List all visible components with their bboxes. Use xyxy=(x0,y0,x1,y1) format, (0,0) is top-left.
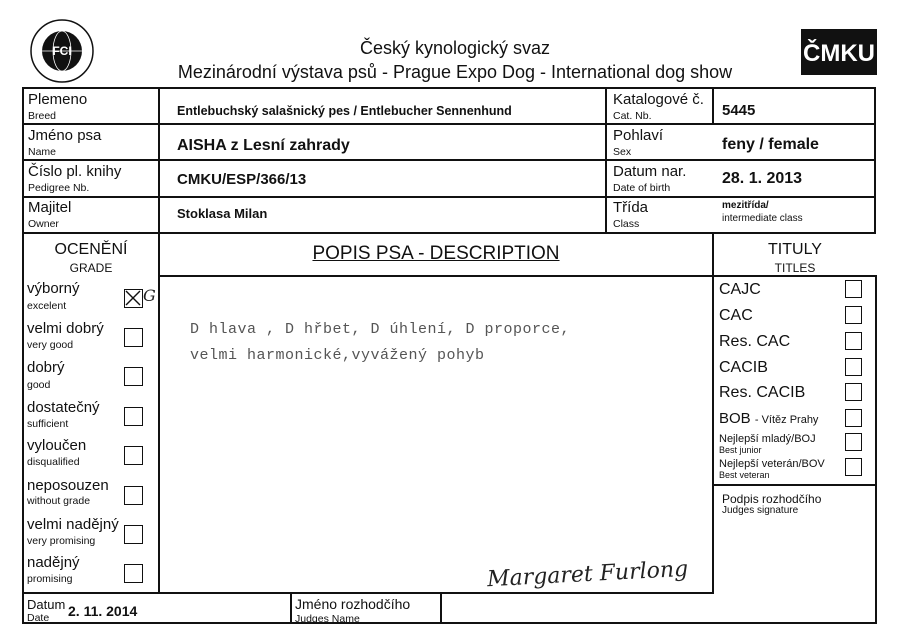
grade-checkbox-excellent[interactable] xyxy=(124,289,143,308)
grade-sublabel-very-promising: very promising xyxy=(27,535,96,547)
checkmark-x-icon xyxy=(125,290,141,306)
judge-name-label: Jméno rozhodčího xyxy=(295,596,411,612)
catalog-sublabel: Cat. Nb. xyxy=(613,110,652,122)
dob-value: 28. 1. 2013 xyxy=(722,170,803,187)
grade-checkbox-without-grade[interactable] xyxy=(124,486,143,505)
cmku-logo-text: ČMKU xyxy=(803,40,875,67)
grade-label-good: dobrý xyxy=(27,359,65,376)
grade-checkbox-promising[interactable] xyxy=(124,564,143,583)
grade-sublabel-sufficient: sufficient xyxy=(27,418,69,430)
class-label: Třída xyxy=(613,199,649,216)
breed-label: Plemeno xyxy=(28,91,88,108)
titles-subtitle: TITLES xyxy=(774,261,816,275)
title-bob-label xyxy=(719,411,818,428)
sex-value: feny / female xyxy=(722,136,819,153)
grade-subtitle: GRADE xyxy=(69,261,113,275)
grade-label-very-good: velmi dobrý xyxy=(27,320,104,337)
owner-value: Stoklasa Milan xyxy=(177,206,268,221)
title-bov-sublabel: Best veteran xyxy=(719,470,770,480)
grade-sublabel-excellent: excelent xyxy=(27,300,67,312)
grade-sublabel-very-good: very good xyxy=(27,339,74,351)
title-bov-checkbox[interactable] xyxy=(845,458,862,476)
owner-label: Majitel xyxy=(28,199,72,216)
class-sublabel: Class xyxy=(613,218,640,230)
class-value-line2: intermediate class xyxy=(722,213,803,224)
class-value-line1: mezitřída/ xyxy=(722,200,769,211)
grade-title: OCENĚNÍ xyxy=(54,241,128,258)
grade-sublabel-disqualified: disqualified xyxy=(27,456,80,468)
title-cajc-checkbox[interactable] xyxy=(845,280,862,298)
grade-label-disqualified: vyloučen xyxy=(27,437,87,454)
title-bob-sub: - Vítěz Prahy xyxy=(754,414,819,426)
pedigree-value: CMKU/ESP/366/13 xyxy=(177,171,307,188)
grade-check-annotation: G xyxy=(143,286,156,305)
judge-name-sublabel: Judges Name xyxy=(295,613,360,625)
grade-checkbox-good[interactable] xyxy=(124,367,143,386)
title-cacib-checkbox[interactable] xyxy=(845,358,862,376)
pedigree-sublabel: Pedigree Nb. xyxy=(28,182,90,194)
signature-label: Podpis rozhodčího xyxy=(722,492,822,506)
dob-sublabel: Date of birth xyxy=(613,182,671,194)
pedigree-label: Číslo pl. knihy xyxy=(28,163,122,180)
date-value: 2. 11. 2014 xyxy=(68,603,138,619)
name-value: AISHA z Lesní zahrady xyxy=(177,137,350,154)
date-label: Datum xyxy=(27,597,66,612)
grade-checkbox-sufficient[interactable] xyxy=(124,407,143,426)
grade-sublabel-promising: promising xyxy=(27,573,73,585)
event-title: Mezinárodní výstava psů - Prague Expo Dog - International dog show xyxy=(177,62,733,82)
grade-label-very-promising: velmi nadějný xyxy=(27,516,119,533)
breed-sublabel: Breed xyxy=(28,110,57,122)
title-cajc-label: CAJC xyxy=(719,281,761,298)
grade-checkbox-disqualified[interactable] xyxy=(124,446,143,465)
title-cacib-label: CACIB xyxy=(719,359,768,376)
grade-sublabel-good: good xyxy=(27,379,51,391)
catalog-label: Katalogové č. xyxy=(613,91,704,108)
dob-label: Datum nar. xyxy=(613,163,687,180)
owner-sublabel: Owner xyxy=(28,218,59,230)
title-res-cac-checkbox[interactable] xyxy=(845,332,862,350)
grade-label-sufficient: dostatečný xyxy=(27,399,100,416)
fci-logo-text: FCI xyxy=(52,44,72,58)
title-res-cac-label: Res. CAC xyxy=(719,333,791,350)
grade-sublabel-without-grade: without grade xyxy=(27,495,91,507)
title-bov-label: Nejlepší veterán/BOV xyxy=(719,458,825,470)
grade-checkbox-very-promising[interactable] xyxy=(124,525,143,544)
sex-label: Pohlaví xyxy=(613,127,664,144)
title-boj-label: Nejlepší mladý/BOJ xyxy=(719,433,816,445)
title-res-cacib-label: Res. CACIB xyxy=(719,384,806,401)
grade-checkbox-very-good[interactable] xyxy=(124,328,143,347)
name-sublabel: Name xyxy=(28,146,57,158)
sex-sublabel: Sex xyxy=(613,146,632,158)
judge-signature: Margaret Furlong xyxy=(486,556,689,593)
title-cac-label: CAC xyxy=(719,307,753,324)
description-line-2[interactable]: velmi harmonické,vyvážený pohyb xyxy=(190,347,485,364)
signature-sublabel: Judges signature xyxy=(722,505,799,516)
title-bob-text: BOB xyxy=(719,410,751,427)
breed-value: Entlebuchský salašnický pes / Entlebucher Sennenhund xyxy=(177,104,512,118)
grade-label-without-grade: neposouzen xyxy=(27,477,109,494)
date-sublabel: Date xyxy=(27,612,50,624)
title-boj-checkbox[interactable] xyxy=(845,433,862,451)
title-res-cacib-checkbox[interactable] xyxy=(845,383,862,401)
grade-label-excellent: výborný xyxy=(27,280,80,297)
description-line-1[interactable]: D hlava , D hřbet, D úhlení, D proporce, xyxy=(190,321,571,338)
title-cac-checkbox[interactable] xyxy=(845,306,862,324)
org-title: Český kynologický svaz xyxy=(359,38,551,58)
title-bob-checkbox[interactable] xyxy=(845,409,862,427)
grade-label-promising: nadějný xyxy=(27,554,80,571)
catalog-value: 5445 xyxy=(722,102,756,119)
title-boj-sublabel: Best junior xyxy=(719,445,762,455)
titles-title: TITULY xyxy=(768,241,822,258)
description-title: POPIS PSA - DESCRIPTION xyxy=(312,243,560,264)
name-label: Jméno psa xyxy=(28,127,102,144)
